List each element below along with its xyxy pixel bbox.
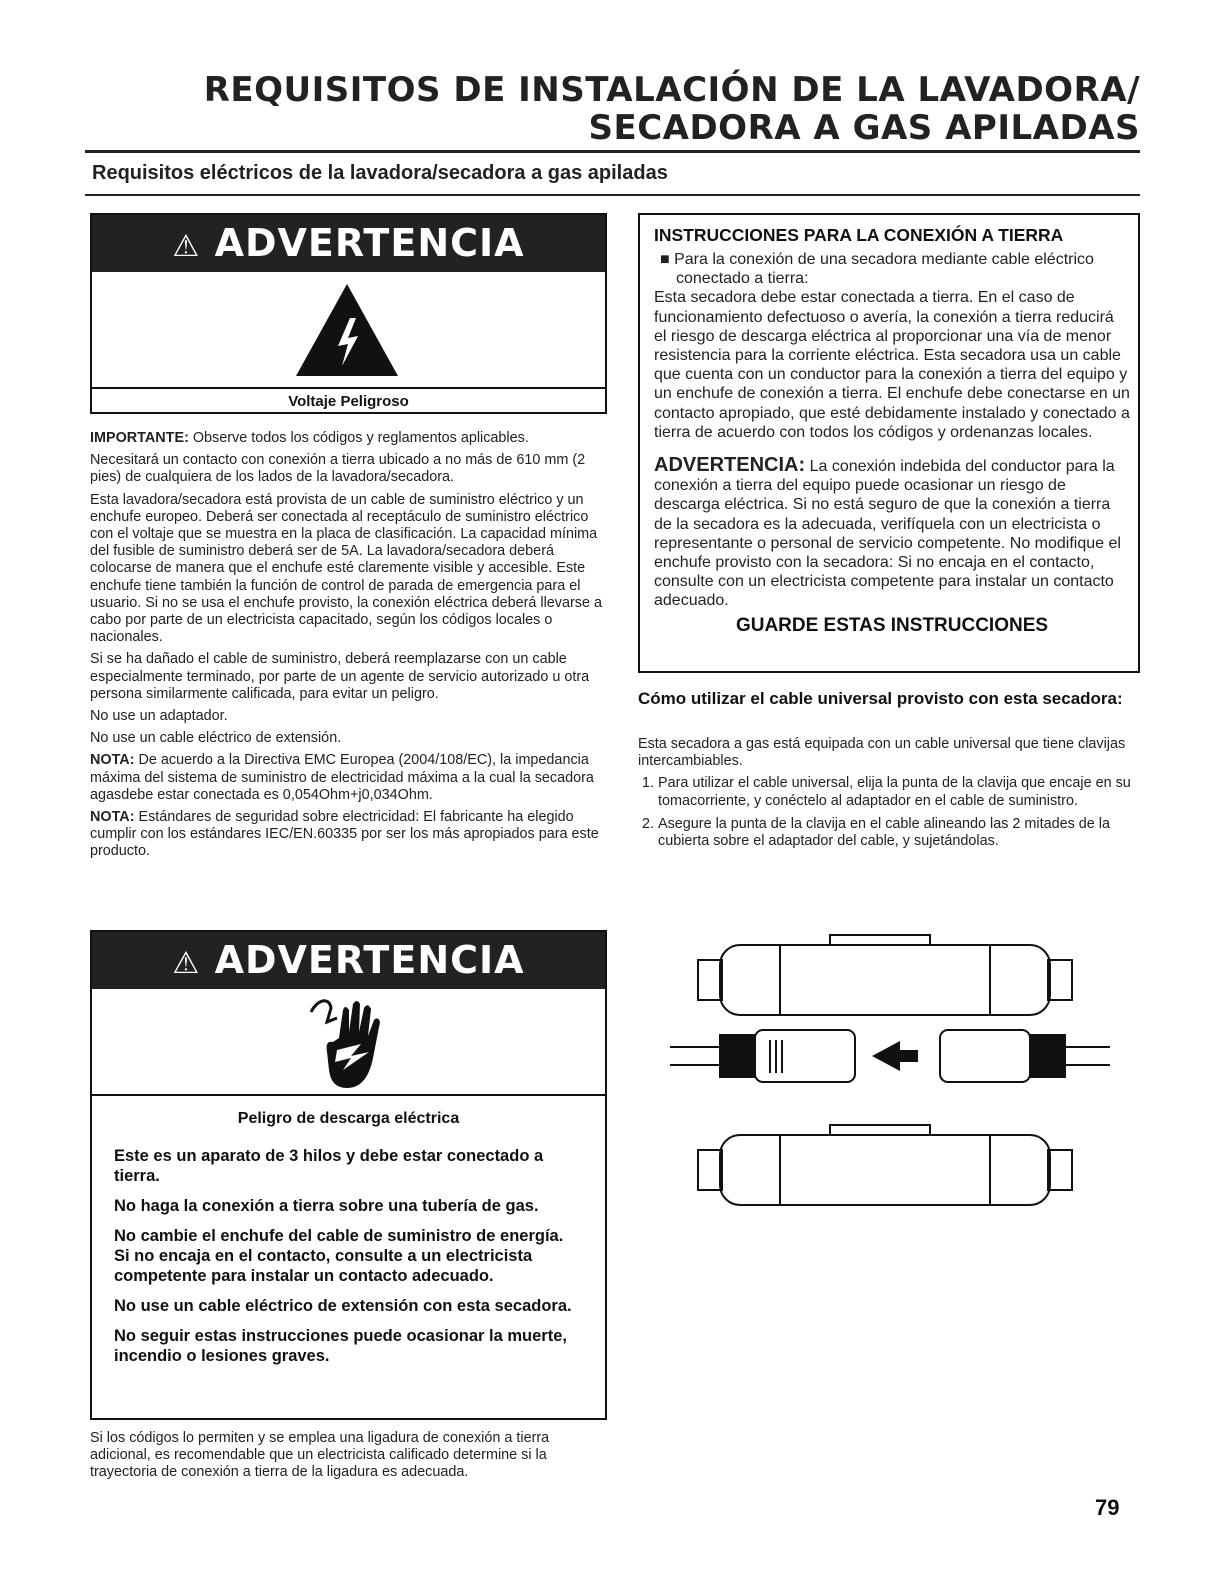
warning-banner-2: ⚠ ADVERTENCIA [92, 932, 605, 989]
adapter-cover-top [698, 935, 1072, 1015]
page-title-line1: REQUISITOS DE INSTALACIÓN DE LA LAVADORA/ [203, 70, 1140, 110]
title-rule [85, 150, 1140, 153]
warning-box-shock [90, 930, 607, 1420]
universal-section [638, 736, 1138, 856]
grounding-bullet: ■ Para la conexión de una secadora mediante cable eléctrico conectado a tierra: [660, 251, 1094, 288]
subtitle-rule [85, 194, 1140, 196]
section-subtitle: Requisitos eléctricos de la lavadora/secadora a gas apiladas [92, 162, 668, 184]
electric-shock-hand-icon [307, 992, 387, 1092]
left-bottom-text: Si los códigos lo permiten y se emplea una ligadura de conexión a tierra adicional, es recomendable que un electricista calificado determine si la trayectoria de conexión a tierra de la ligadura es adecuada. [90, 1430, 550, 1481]
warning-line: Este es un aparato de 3 hilos y debe estar conectado a tierra. [114, 1147, 544, 1185]
bullet-square-icon: ■ [660, 251, 675, 268]
high-voltage-symbol-area [92, 272, 605, 389]
warning-triangle-icon: ⚠ [172, 946, 201, 981]
arrow-left-icon [872, 1041, 900, 1071]
warning-caption-2: Peligro de descarga eléctrica [237, 1110, 460, 1127]
plug-adapter-illustration [660, 925, 1120, 1225]
page-number: 79 [1095, 1495, 1120, 1520]
page-title-line2: SECADORA A GAS APILADAS [588, 108, 1140, 148]
warning-line: No use un cable eléctrico de extensión con esta secadora. [114, 1297, 572, 1315]
high-voltage-icon [292, 280, 402, 380]
universal-intro: Esta secadora a gas está equipada con un cable universal que tiene clavijas intercambiables. [638, 736, 1126, 770]
warning-banner: ⚠ ADVERTENCIA [92, 215, 605, 272]
arrow-shaft [900, 1050, 918, 1062]
left-body-text: IMPORTANTE: Observe todos los códigos y reglamentos aplicables. Necesitará un contacto con conexión a tierra ubicado a no más de 610 mm (2 pies) de cualquiera de los lados de la lavadora/secadora. Esta lavadora/secadora está provista de un cable de suministro eléctrico y un enchufe europeo. Deberá ser conectada al receptáculo de suministro eléctrico con el voltaje que se muestra en la placa de clasificación. La capacidad mínima del fusible de suministro deberá ser de 5A. La lavadora/secadora deberá colocarse de manera que el enchufe esté claremente visible y accesible. Este enchufe tiene también la función de control de parada de emergencia para el usuario. Si no se usa el enchufe provisto, la conexión eléctrica deberá llevarse a cabo por parte de un electricista capacitado, según los códigos locales o nacionales. Si se ha dañado el cable de suministro, deberá reemplazarse con un cable especialmente terminado, por parte de un agente de servicio autorizado u otra persona similarmente calificada, para evitar un peligro. No use un adaptador. No use un cable eléctrico de extensión. NOTA: De acuerdo a la Directiva EMC Europea (2004/108/EC), la impedancia máxima del sistema de suministro de electricidad máxima a la cual la secadora agasdebe estar conectada es 0,054Ohm+j0,034Ohm. NOTA: Estándares de seguridad sobre electricidad: El fabricante ha elegido cumplir con los estándares IEC/EN.60335 por ser los más apropiados para este producto. [90, 430, 602, 860]
grounding-title: INSTRUCCIONES PARA LA CONEXIÓN A TIERRA [654, 225, 1064, 245]
step-item: 2. Asegure la punta de la clavija en el cable alineando las 2 mitades de la cubierta sobre el adaptador del cable, y sujetándolas. [658, 816, 1138, 850]
step-item: 1. Para utilizar el cable universal, elija la punta de la clavija que encaje en su tomacorriente, y conéctelo al adaptador en el cable de suministro. [658, 775, 1138, 809]
warning-caption: Voltaje Peligroso [288, 393, 409, 410]
grounding-warning: ADVERTENCIA: La conexión indebida del conductor para la conexión a tierra del equipo puede ocasionar un riesgo de descarga eléctrica. Si no está seguro de que la conexión a tierra de la secadora es la adecuada, verifíquela con un electricista o representante o personal de servicio competente. No modifique el enchufe provisto con la secadora: Si no encaja en el contacto, consulte con un electricista competente para instalar un contacto adecuado. [654, 454, 1121, 610]
warning-box-voltage [90, 213, 607, 414]
adapter-cover-bottom [698, 1125, 1072, 1205]
warning-line: No haga la conexión a tierra sobre una tubería de gas. [114, 1197, 539, 1215]
warning-line: No seguir estas instrucciones puede ocasionar la muerte, incendio o lesiones graves. [114, 1327, 567, 1365]
warning-triangle-icon: ⚠ [172, 229, 201, 264]
save-instructions: GUARDE ESTAS INSTRUCCIONES [735, 614, 1049, 636]
universal-heading: Cómo utilizar el cable universal provisto con esta secadora: [638, 689, 1123, 708]
warning-line: No cambie el enchufe del cable de suministro de energía. Si no encaja en el contacto, consulte a un electricista competente para instalar un contacto adecuado. [114, 1227, 564, 1285]
shock-symbol-area [92, 989, 605, 1096]
grounding-paragraph: Esta secadora debe estar conectada a tierra. En el caso de funcionamiento defectuoso o avería, la conexión a tierra reducirá el riesgo de descarga eléctrica al proporcionar una vía de menor resistencia para la corriente eléctrica. Esta secadora usa un cable que cuenta con un conductor para la conexión a tierra del equipo y un enchufe de conexión a tierra. El enchufe debe conectarse en un contacto apropiado, que esté debidamente instalado y conectado a tierra de acuerdo con todos los códigos y ordenanzas locales. [654, 289, 1130, 441]
grounding-instructions-box [638, 213, 1140, 673]
